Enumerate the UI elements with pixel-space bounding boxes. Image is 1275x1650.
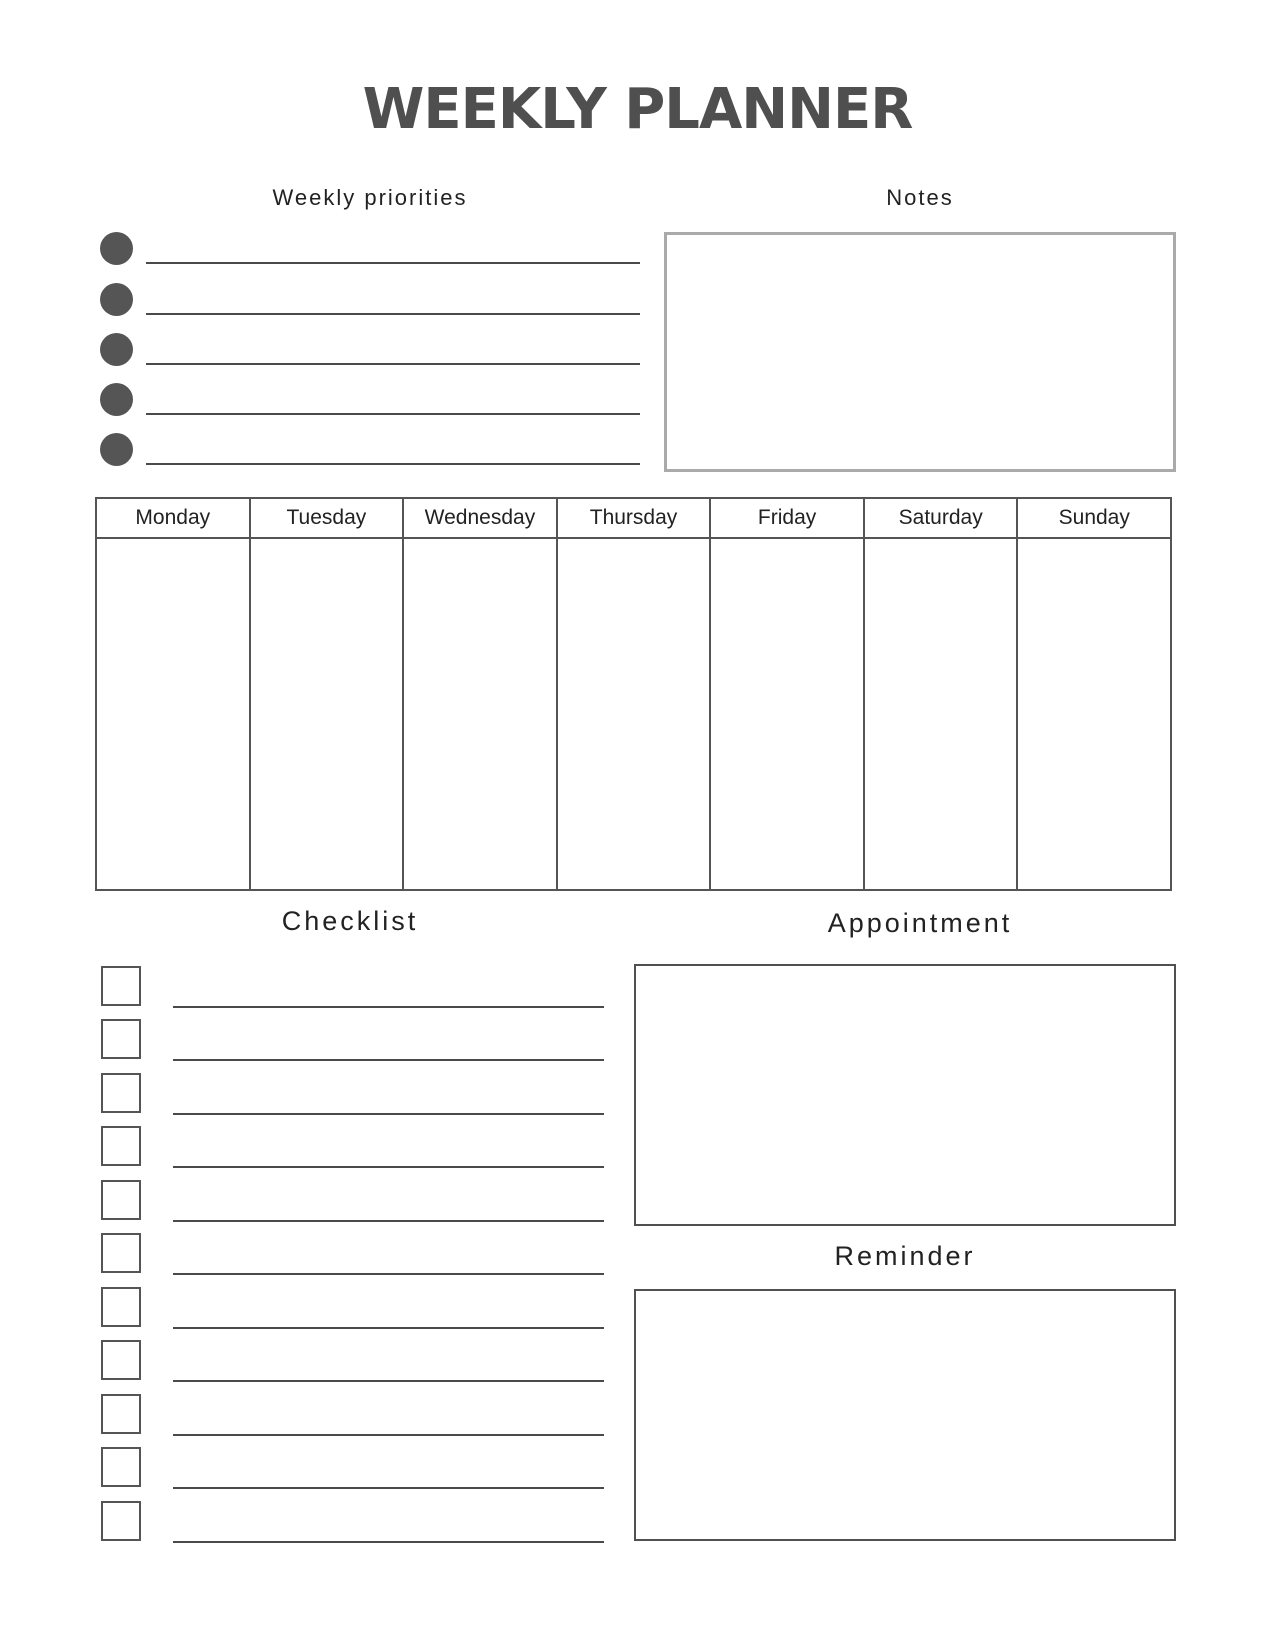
checklist-write-line[interactable] (173, 1113, 604, 1115)
bullet-icon (100, 232, 133, 265)
bullet-icon (100, 283, 133, 316)
checklist-write-line[interactable] (173, 1220, 604, 1222)
checkbox[interactable] (101, 1447, 141, 1487)
checklist-write-line[interactable] (173, 1006, 604, 1008)
day-cell[interactable] (251, 539, 403, 889)
checklist-item[interactable] (101, 1501, 604, 1543)
priority-write-line[interactable] (146, 463, 640, 465)
checklist-item[interactable] (101, 1447, 604, 1489)
day-column-thursday[interactable] (556, 499, 710, 889)
reminder-heading: Reminder (834, 1241, 976, 1271)
checkbox[interactable] (101, 1287, 141, 1327)
day-header: Monday (97, 499, 249, 539)
day-header: Sunday (1018, 499, 1170, 539)
checklist-write-line[interactable] (173, 1380, 604, 1382)
day-header: Thursday (558, 499, 710, 539)
checkbox[interactable] (101, 1394, 141, 1434)
priority-item[interactable] (100, 232, 640, 266)
checklist-item[interactable] (101, 1233, 604, 1275)
checklist-item[interactable] (101, 1126, 604, 1168)
appointment-heading: Appointment (827, 908, 1013, 938)
day-column-saturday[interactable] (863, 499, 1017, 889)
priority-write-line[interactable] (146, 413, 640, 415)
checkbox[interactable] (101, 966, 141, 1006)
checklist-write-line[interactable] (173, 1541, 604, 1543)
day-cell[interactable] (865, 539, 1017, 889)
day-column-friday[interactable] (709, 499, 863, 889)
day-cell[interactable] (711, 539, 863, 889)
notes-heading: Notes (886, 185, 954, 210)
checklist-item[interactable] (101, 1073, 604, 1115)
checklist-item[interactable] (101, 1287, 604, 1329)
day-cell[interactable] (404, 539, 556, 889)
day-header: Friday (711, 499, 863, 539)
day-column-tuesday[interactable] (249, 499, 403, 889)
day-cell[interactable] (1018, 539, 1170, 889)
priority-item[interactable] (100, 433, 640, 467)
checkbox[interactable] (101, 1019, 141, 1059)
notes-box[interactable] (664, 232, 1176, 472)
day-header: Tuesday (251, 499, 403, 539)
checklist-write-line[interactable] (173, 1059, 604, 1061)
priority-write-line[interactable] (146, 262, 640, 264)
checkbox[interactable] (101, 1126, 141, 1166)
checkbox[interactable] (101, 1501, 141, 1541)
page-title: WEEKLY PLANNER (362, 77, 913, 142)
reminder-box[interactable] (634, 1289, 1176, 1541)
checklist-item[interactable] (101, 1019, 604, 1061)
checklist-write-line[interactable] (173, 1327, 604, 1329)
checklist-item[interactable] (101, 966, 604, 1008)
checklist-write-line[interactable] (173, 1434, 604, 1436)
day-cell[interactable] (558, 539, 710, 889)
day-header: Saturday (865, 499, 1017, 539)
checklist-item[interactable] (101, 1180, 604, 1222)
priorities-heading: Weekly priorities (272, 185, 468, 210)
checklist-item[interactable] (101, 1394, 604, 1436)
checklist-item[interactable] (101, 1340, 604, 1382)
priority-item[interactable] (100, 333, 640, 367)
bullet-icon (100, 383, 133, 416)
checkbox[interactable] (101, 1073, 141, 1113)
day-header: Wednesday (404, 499, 556, 539)
priority-write-line[interactable] (146, 363, 640, 365)
checklist-write-line[interactable] (173, 1487, 604, 1489)
appointment-box[interactable] (634, 964, 1176, 1226)
checkbox[interactable] (101, 1180, 141, 1220)
day-cell[interactable] (97, 539, 249, 889)
priority-item[interactable] (100, 283, 640, 317)
day-column-wednesday[interactable] (402, 499, 556, 889)
checklist-heading: Checklist (281, 906, 419, 936)
week-table (95, 497, 1172, 891)
day-column-monday[interactable] (97, 499, 249, 889)
priority-item[interactable] (100, 383, 640, 417)
checkbox[interactable] (101, 1340, 141, 1380)
bullet-icon (100, 433, 133, 466)
checklist-write-line[interactable] (173, 1273, 604, 1275)
priority-write-line[interactable] (146, 313, 640, 315)
day-column-sunday[interactable] (1016, 499, 1170, 889)
checkbox[interactable] (101, 1233, 141, 1273)
checklist-write-line[interactable] (173, 1166, 604, 1168)
bullet-icon (100, 333, 133, 366)
